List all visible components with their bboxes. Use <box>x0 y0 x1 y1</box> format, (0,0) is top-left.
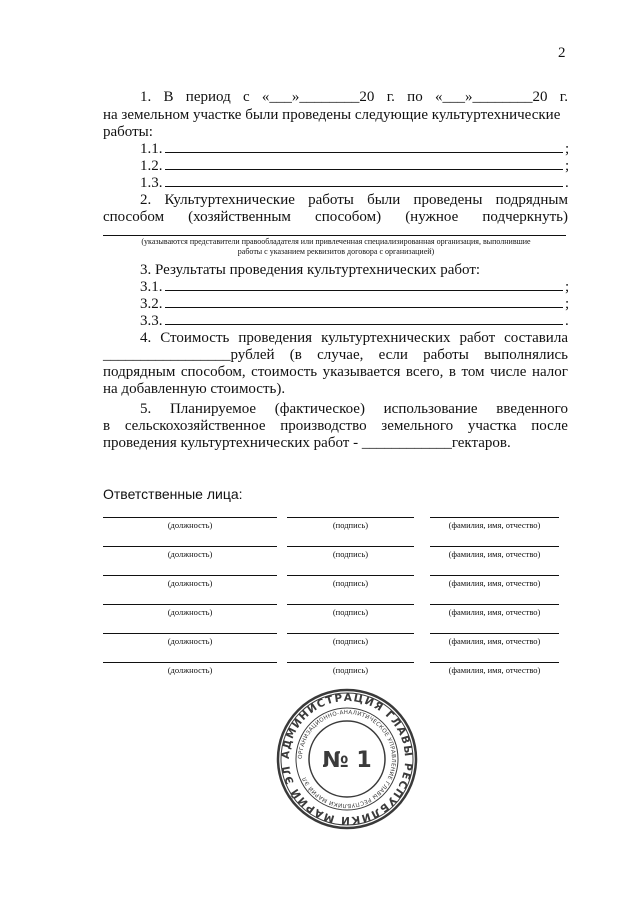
signature-signature-rule <box>287 546 414 547</box>
item-3-1-end: ; <box>565 279 570 295</box>
section1-line2: на земельном участке были проведены следующие культуртехнические <box>103 107 561 123</box>
contractor-note-line2: работы с указанием реквизитов договора с организацией) <box>237 247 435 256</box>
item-3-3-end: . <box>565 313 569 329</box>
signature-position-rule <box>103 575 277 576</box>
item-1-2-end: ; <box>565 158 570 174</box>
signature-signature-caption: (подпись) <box>332 607 369 617</box>
item-3-1-rule <box>165 290 563 291</box>
item-3-3-label: 3.3. <box>140 313 163 329</box>
signature-position-caption: (должность) <box>167 578 213 588</box>
signature-full-name-caption: (фамилия, имя, отчество) <box>448 665 541 675</box>
signature-signature-rule <box>287 575 414 576</box>
signature-position-rule <box>103 633 277 634</box>
item-1-2-label: 1.2. <box>140 158 163 174</box>
signature-full-name-caption: (фамилия, имя, отчество) <box>448 520 541 530</box>
section5-line1: 5. Планируемое (фактическое) использование введенного <box>140 401 568 417</box>
item-3-3-rule <box>165 324 563 325</box>
section2-line1: 2. Культуртехнические работы были проведены подрядным <box>140 192 568 208</box>
signature-full-name-rule <box>430 662 559 663</box>
item-3-1-label: 3.1. <box>140 279 163 295</box>
signature-signature-caption: (подпись) <box>332 520 369 530</box>
signature-full-name-caption: (фамилия, имя, отчество) <box>448 607 541 617</box>
section1-line1: 1. В период с «___»________20 г. по «___»________20 г. <box>140 89 568 105</box>
responsible-title: Ответственные лица: <box>103 486 243 502</box>
section4-line3: подрядным способом, стоимость указывается всего, в том числе налог <box>103 364 568 380</box>
signature-position-rule <box>103 662 277 663</box>
signature-full-name-caption: (фамилия, имя, отчество) <box>448 636 541 646</box>
item-1-2-rule <box>165 169 563 170</box>
signature-full-name-rule <box>430 633 559 634</box>
section5-line2: в сельскохозяйственное производство земельного участка после <box>103 418 568 434</box>
contractor-rule <box>103 235 566 236</box>
item-1-3-rule <box>165 186 563 187</box>
signature-signature-caption: (подпись) <box>332 636 369 646</box>
signature-position-caption: (должность) <box>167 636 213 646</box>
stamp-inner-text: ОРГАНИЗАЦИОННО-АНАЛИТИЧЕСКОЕ УПРАВЛЕНИЕ ГЛАВЫ РЕСПУБЛИКИ МАРИЙ ЭЛ <box>297 709 397 809</box>
section3-title: 3. Результаты проведения культуртехнических работ: <box>140 262 481 278</box>
signature-position-rule <box>103 517 277 518</box>
signature-full-name-rule <box>430 604 559 605</box>
item-3-2-end: ; <box>565 296 570 312</box>
signature-full-name-caption: (фамилия, имя, отчество) <box>448 578 541 588</box>
signature-signature-caption: (подпись) <box>332 578 369 588</box>
signature-full-name-rule <box>430 575 559 576</box>
signature-position-caption: (должность) <box>167 549 213 559</box>
signature-signature-rule <box>287 633 414 634</box>
section2-line2: способом (хозяйственным способом) (нужное подчеркнуть) <box>103 209 568 225</box>
signature-full-name-rule <box>430 517 559 518</box>
item-3-2-rule <box>165 307 563 308</box>
signature-position-rule <box>103 546 277 547</box>
page-number: 2 <box>558 45 566 61</box>
signature-position-caption: (должность) <box>167 520 213 530</box>
signature-signature-caption: (подпись) <box>332 665 369 675</box>
section1-line3: работы: <box>103 124 153 140</box>
signature-signature-rule <box>287 662 414 663</box>
contractor-note-line1: (указываются представители правообладателя или привлеченная специализированная организация, выполнившие <box>141 237 531 246</box>
item-3-2-label: 3.2. <box>140 296 163 312</box>
signature-full-name-rule <box>430 546 559 547</box>
signature-position-caption: (должность) <box>167 665 213 675</box>
item-1-3-label: 1.3. <box>140 175 163 191</box>
item-1-1-label: 1.1. <box>140 141 163 157</box>
stamp-seal-icon <box>276 688 418 830</box>
signature-position-rule <box>103 604 277 605</box>
item-1-3-end: . <box>565 175 569 191</box>
signature-full-name-caption: (фамилия, имя, отчество) <box>448 549 541 559</box>
signature-signature-rule <box>287 604 414 605</box>
section4-line2: _________________рублей (в случае, если работы выполнялись <box>103 347 568 363</box>
item-1-1-end: ; <box>565 141 570 157</box>
official-stamp <box>276 688 418 830</box>
signature-position-caption: (должность) <box>167 607 213 617</box>
stamp-number: № 1 <box>322 748 372 773</box>
signature-signature-rule <box>287 517 414 518</box>
signature-signature-caption: (подпись) <box>332 549 369 559</box>
section4-line4: на добавленную стоимость). <box>103 381 286 397</box>
stamp-outer-text: АДМИНИСТРАЦИЯ ГЛАВЫ РЕСПУБЛИКИ МАРИЙ ЭЛ <box>279 691 415 827</box>
section4-line1: 4. Стоимость проведения культуртехнических работ составила <box>140 330 568 346</box>
section5-line3: проведения культуртехнических работ - ____________гектаров. <box>103 435 511 451</box>
item-1-1-rule <box>165 152 563 153</box>
